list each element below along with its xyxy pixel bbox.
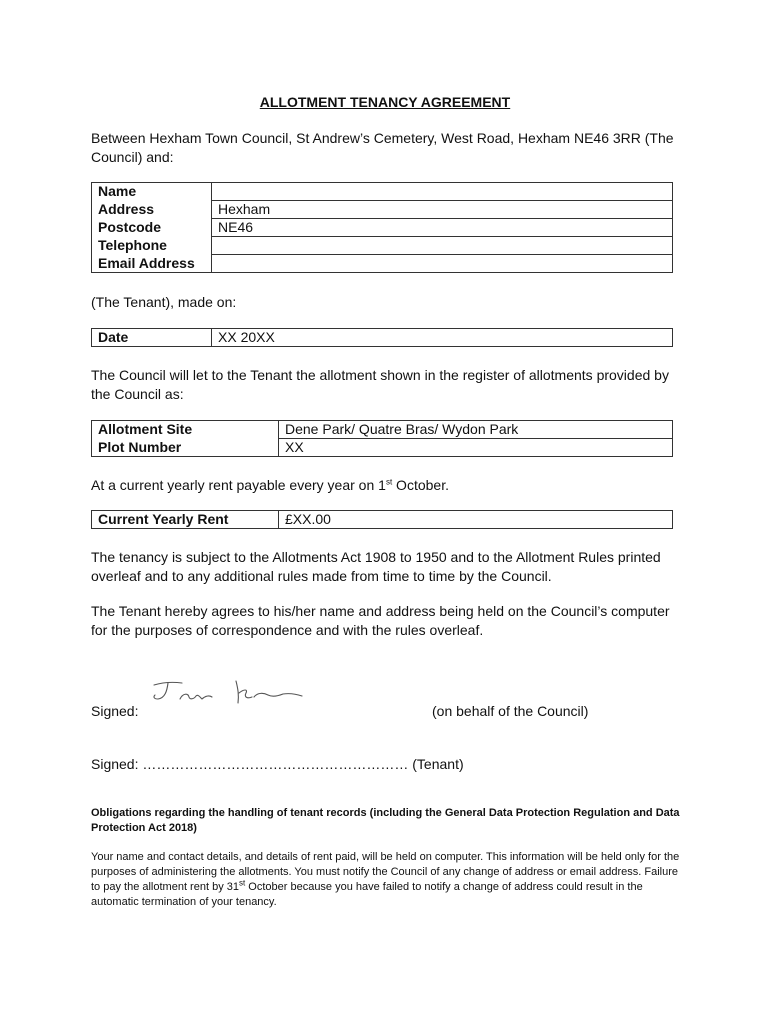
address-value[interactable]: Hexham (212, 201, 673, 219)
telephone-value[interactable] (212, 237, 673, 255)
date-value[interactable]: XX 20XX (212, 329, 673, 347)
email-address-label: Email Address (92, 255, 212, 273)
tenancy-paragraph: The tenancy is subject to the Allotments Act 1908 to 1950 and to the Allotment Rules printed overleaf and to any additional rules made from time to time by the Council. (91, 549, 661, 584)
made-on-text: (The Tenant), made on: (91, 294, 237, 310)
rent-text-sup: st (385, 477, 393, 487)
table-row (92, 183, 673, 201)
allotment-site-label: Allotment Site (92, 421, 279, 439)
name-value[interactable] (212, 183, 673, 201)
table-row (92, 439, 673, 457)
postcode-value[interactable]: NE46 (212, 219, 673, 237)
council-signature-image (150, 675, 310, 715)
obligations-heading: Obligations regarding the handling of tenant records (including the General Data Protection Regulation and Data Protection Act 2018) (91, 807, 680, 834)
tenant-details-table (91, 182, 673, 273)
rent-text-after: October. (392, 477, 449, 493)
council-signed-label: Signed: (91, 703, 139, 719)
table-row (92, 219, 673, 237)
table-row (92, 201, 673, 219)
date-table (91, 328, 673, 347)
table-row (92, 421, 673, 439)
plot-number-value[interactable]: XX (279, 439, 673, 457)
council-signed-note: (on behalf of the Council) (432, 703, 589, 719)
document-title: ALLOTMENT TENANCY AGREEMENT (259, 94, 511, 110)
plot-number-label: Plot Number (92, 439, 279, 457)
date-label: Date (92, 329, 212, 347)
intro-paragraph: Between Hexham Town Council, St Andrew’s Cemetery, West Road, Hexham NE46 3RR (The Council) and: (91, 130, 674, 165)
postcode-label: Postcode (92, 219, 212, 237)
table-row (92, 255, 673, 273)
let-paragraph: The Council will let to the Tenant the allotment shown in the register of allotments provided by the Council as: (91, 367, 669, 402)
address-label: Address (92, 201, 212, 219)
rent-text-before: At a current yearly rent payable every year on 1 (91, 477, 386, 493)
allotment-table (91, 420, 673, 457)
obligations-text-sup: st (238, 878, 246, 888)
email-address-value[interactable] (212, 255, 673, 273)
table-row (92, 237, 673, 255)
table-row (92, 329, 673, 347)
current-yearly-rent-value[interactable]: £XX.00 (279, 511, 673, 529)
agreement-paragraph: The Tenant hereby agrees to his/her name and address being held on the Council’s computer for the purposes of correspondence and with the rules overleaf. (91, 603, 670, 638)
obligations-text-after: October because you have failed to notify a change of address could result in the automatic termination of your tenancy. (91, 881, 643, 908)
obligations-paragraph (91, 850, 681, 910)
tenant-signature-line: Signed: ………………………………………………… (Tenant) (91, 756, 464, 772)
rent-paragraph (91, 476, 681, 495)
table-row (92, 511, 673, 529)
name-label: Name (92, 183, 212, 201)
telephone-label: Telephone (92, 237, 212, 255)
current-yearly-rent-label: Current Yearly Rent (92, 511, 279, 529)
obligations-text-before: Your name and contact details, and details of rent paid, will be held on computer. This information will be held only for the purposes of administering the allotments. You must notify the Council of any change of address or email address. Failure to pay the allotment rent by 31 (91, 851, 680, 893)
rent-table (91, 510, 673, 529)
allotment-site-value[interactable]: Dene Park/ Quatre Bras/ Wydon Park (279, 421, 673, 439)
